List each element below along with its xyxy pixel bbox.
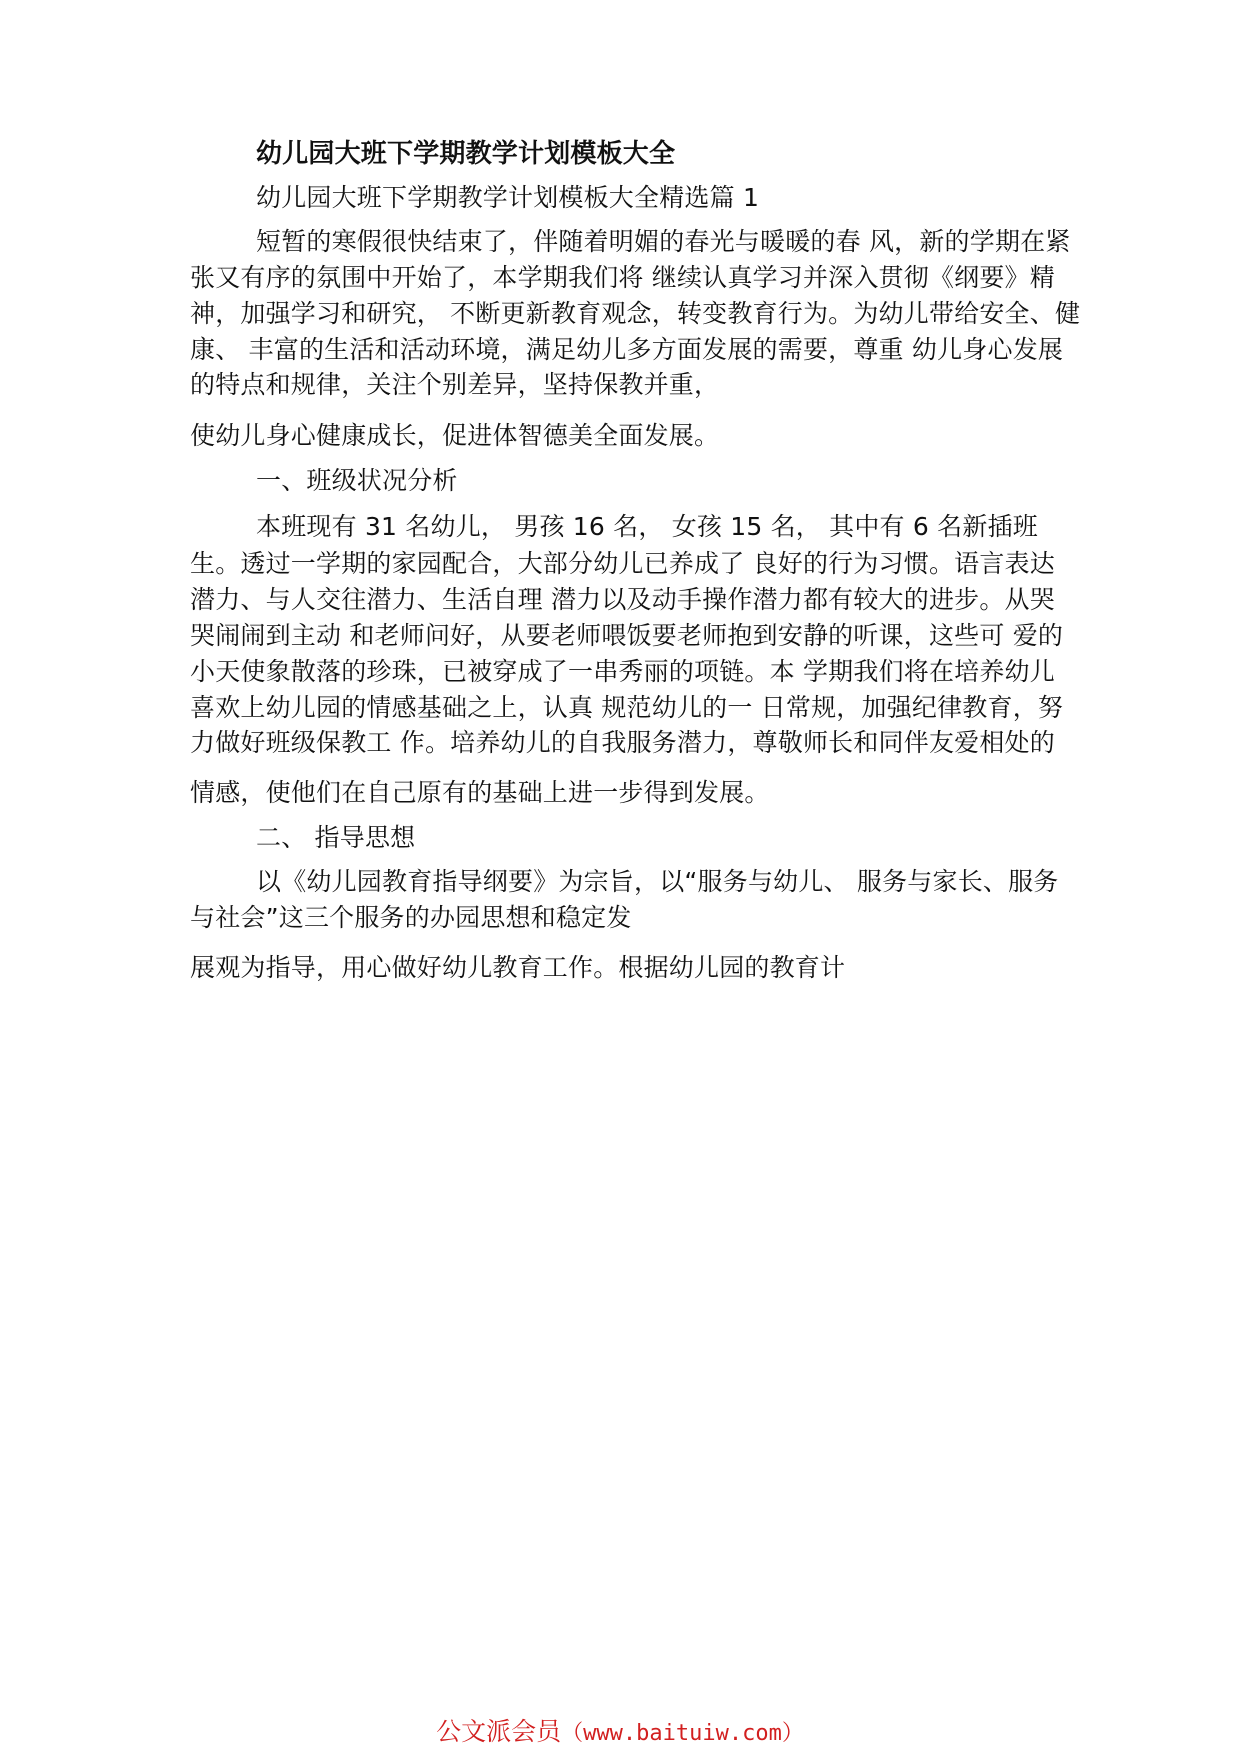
footer [0,1716,1240,1750]
paragraph-1-tail: 使幼儿身心健康成长，促进体智德美全面发展。 [190,421,720,450]
paragraph-2-line-7: 力做好班级保教工 作。培养幼儿的自我服务潜力，尊敬师长和同伴友爱相处的 [190,728,1055,757]
paragraph-3-tail: 展观为指导，用心做好幼儿教育工作。根据幼儿园的教育计 [190,953,846,982]
paragraph-1-line-4: 康、 丰富的生活和活动环境，满足幼儿多方面发展的需要，尊重 幼儿身心发展 [190,335,1064,364]
section-1-heading: 一、班级状况分析 [256,466,458,495]
paragraph-3-line-1: 以《幼儿园教育指导纲要》为宗旨，以“服务与幼儿、 服务与家长、服务 [256,867,1059,896]
paragraph-2-line-1: 本班现有 31 名幼儿， 男孩 16 名， 女孩 15 名， 其中有 6 名新插班 [256,512,1038,541]
paragraph-1-line-1: 短暂的寒假很快结束了，伴随着明媚的春光与暖暖的春 风，新的学期在紧 [256,227,1071,256]
paragraph-2-line-2: 生。透过一学期的家园配合，大部分幼儿已养成了 良好的行为习惯。语言表达 [190,549,1055,578]
paragraph-2-line-3: 潜力、与人交往潜力、生活自理 潜力以及动手操作潜力都有较大的进步。从哭 [190,585,1055,614]
paragraph-1-line-3: 神，加强学习和研究， 不断更新教育观念，转变教育行为。为幼儿带给安全、健 [190,299,1081,328]
document-title: 幼儿园大班下学期教学计划模板大全 [256,139,676,169]
paragraph-1-line-2: 张又有序的氛围中开始了，本学期我们将 继续认真学习并深入贯彻《纲要》精 [190,263,1055,292]
paragraph-1-line-5: 的特点和规律，关注个别差异，坚持保教并重， [190,370,720,399]
footer-brand: 公文派会员 [436,1717,562,1746]
document-subtitle: 幼儿园大班下学期教学计划模板大全精选篇 1 [256,183,760,212]
section-2-heading: 二、 指导思想 [256,823,416,852]
footer-url-link[interactable]: （www.baituiw.com） [561,1721,804,1746]
paragraph-2-line-5: 小天使象散落的珍珠，已被穿成了一串秀丽的项链。本 学期我们将在培养幼儿 [190,657,1055,686]
paragraph-2-line-6: 喜欢上幼儿园的情感基础之上，认真 规范幼儿的一 日常规，加强纪律教育，努 [190,693,1064,722]
paragraph-2-line-4: 哭闹闹到主动 和老师问好，从要老师喂饭要老师抱到安静的听课，这些可 爱的 [190,621,1064,650]
paragraph-2-tail: 情感，使他们在自己原有的基础上进一步得到发展。 [190,778,770,807]
paragraph-3-line-2: 与社会”这三个服务的办园思想和稳定发 [190,903,632,932]
